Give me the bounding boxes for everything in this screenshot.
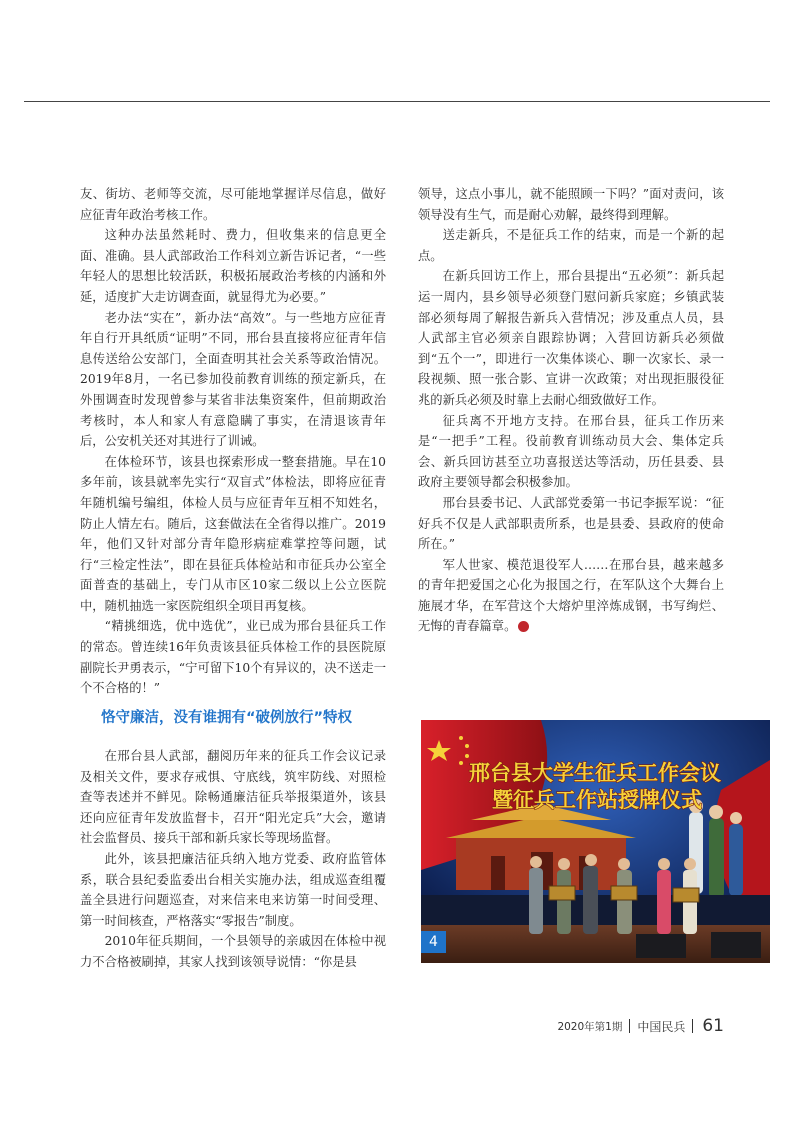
footer-divider [629, 1019, 630, 1033]
paragraph: 领导，这点小事儿，就不能照顾一下吗？”面对责问，该领导没有生气，而是耐心劝解，最终得到理解。 [418, 187, 724, 222]
paragraph: 老办法“实在”，新办法“高效”。与一些地方应征青年自行开具纸质“证明”不同，邢台县直接将应征青年信息传送给公安部门，全面查明其社会关系等政治情况。2019年8月，一名已参加役前教育训练的预定新兵，在外围调查时发现曾参与某省非法集资案件，但前期政治考核时，本人和家人有意隐瞒了事实，在清退该青年后，公安机关还对其进行了训诫。 [80, 310, 386, 449]
photo-number-badge: 4 [421, 931, 446, 953]
stage-scene [421, 720, 770, 963]
header-rule [24, 101, 770, 102]
paragraph: 邢台县委书记、人武部党委第一书记李振军说：“征好兵不仅是人武部职责所系，也是县委、县政府的使命所在。” [418, 495, 724, 552]
paragraph: 在体检环节，该县也探索形成一整套措施。早在10多年前，该县就率先实行“双盲式”体检法，即将应征青年随机编号编组，体检人员与应征青年互相不知姓名，防止人情左右。随后，这套做法在全省得以推广。2019年，他们又针对部分青年隐形病症难掌控等问题，试行“三检定性法”，即在县征兵体检站和市征兵办公室全面普查的基础上，专门从市区10家二级以上公立医院中，随机抽选一家医院组织全项目再复核。 [80, 454, 386, 613]
page-number: 61 [702, 1016, 724, 1036]
banner-line-2: 暨征兵工作站授牌仪式 [492, 788, 702, 812]
left-column [80, 184, 386, 699]
end-mark-icon: J [518, 621, 529, 632]
event-photo [421, 720, 770, 963]
paragraph: 送走新兵，不是征兵工作的结束，而是一个新的起点。 [418, 228, 724, 263]
paragraph: 征兵离不开地方支持。在邢台县，征兵工作历来是“一把手”工程。役前教育训练动员大会、集体定兵会、新兵回访甚至立功喜报送达等活动，历任县委、县政府主要领导都会积极参加。 [418, 413, 724, 490]
section-heading: 恪守廉洁，没有谁拥有“破例放行”特权 [101, 710, 353, 726]
banner-line-1: 邢台县大学生征兵工作会议 [469, 761, 721, 785]
paragraph: “精挑细选，优中选优”，业已成为邢台县征兵工作的常态。曾连续16年负责该县征兵体检工作的县医院原副院长尹勇表示，“宁可留下10个有异议的，决不送走一个不合格的！” [80, 619, 386, 696]
paragraph: 在新兵回访工作上，邢台县提出“五必须”：新兵起运一周内，县乡领导必须登门慰问新兵家庭；乡镇武装部必须每周了解报告新兵入营情况；涉及重点人员，县人武部主官必须亲自跟踪协调；入营回访新兵必须做到“五个一”，即进行一次集体谈心、聊一次家长、录一段视频、照一张合影、宣讲一次政策；对出现拒服役征兆的新兵必须及时靠上去耐心细致做好工作。 [418, 269, 724, 407]
page-footer [557, 1016, 724, 1036]
issue-label: 2020年第1期 [557, 1020, 623, 1033]
magazine-name: 中国民兵 [637, 1019, 686, 1034]
soldier-figures [689, 799, 743, 898]
right-column [418, 184, 724, 637]
paragraph: 2010年征兵期间，一个县领导的亲戚因在体检中视力不合格被刷掉，其家人找到该领导说情：“你是县 [80, 934, 386, 969]
paragraph: 此外，该县把廉洁征兵纳入地方党委、政府监管体系，联合县纪委监委出台相关实施办法，组成巡查组覆盖全县进行问题巡查，对来信来电来访第一时间受理、第一时间核查，严格落实“零报告”制度。 [80, 851, 386, 928]
paragraph-text: 军人世家、模范退役军人……在邢台县，越来越多的青年把爱国之心化为报国之行，在军队这个大舞台上施展才华，在军营这个大熔炉里淬炼成钢，书写绚烂、无悔的青春篇章。 [418, 557, 724, 634]
award-plaques [549, 886, 699, 902]
footer-divider [692, 1019, 693, 1033]
paragraph: 友、街坊、老师等交流，尽可能地掌握详尽信息，做好应征青年政治考核工作。 [80, 187, 386, 222]
paragraph: 这种办法虽然耗时、费力，但收集来的信息更全面、准确。县人武部政治工作科刘立新告诉记者，“一些年轻人的思想比较活跃，积极拓展政治考核的内涵和外延，适度扩大走访调查面，就显得尤为必要。” [80, 228, 386, 304]
paragraph-last [418, 555, 724, 637]
paragraph: 在邢台县人武部，翻阅历年来的征兵工作会议记录及相关文件，要求存戒惧、守底线，筑牢防线、对照检查等表述并不鲜见。除畅通廉洁征兵举报渠道外，该县还向应征青年发放监督卡，召开“阳光定兵”大会，邀请社会监督员、接兵干部和新兵家长等现场监督。 [80, 749, 386, 846]
left-column-lower [80, 746, 386, 973]
